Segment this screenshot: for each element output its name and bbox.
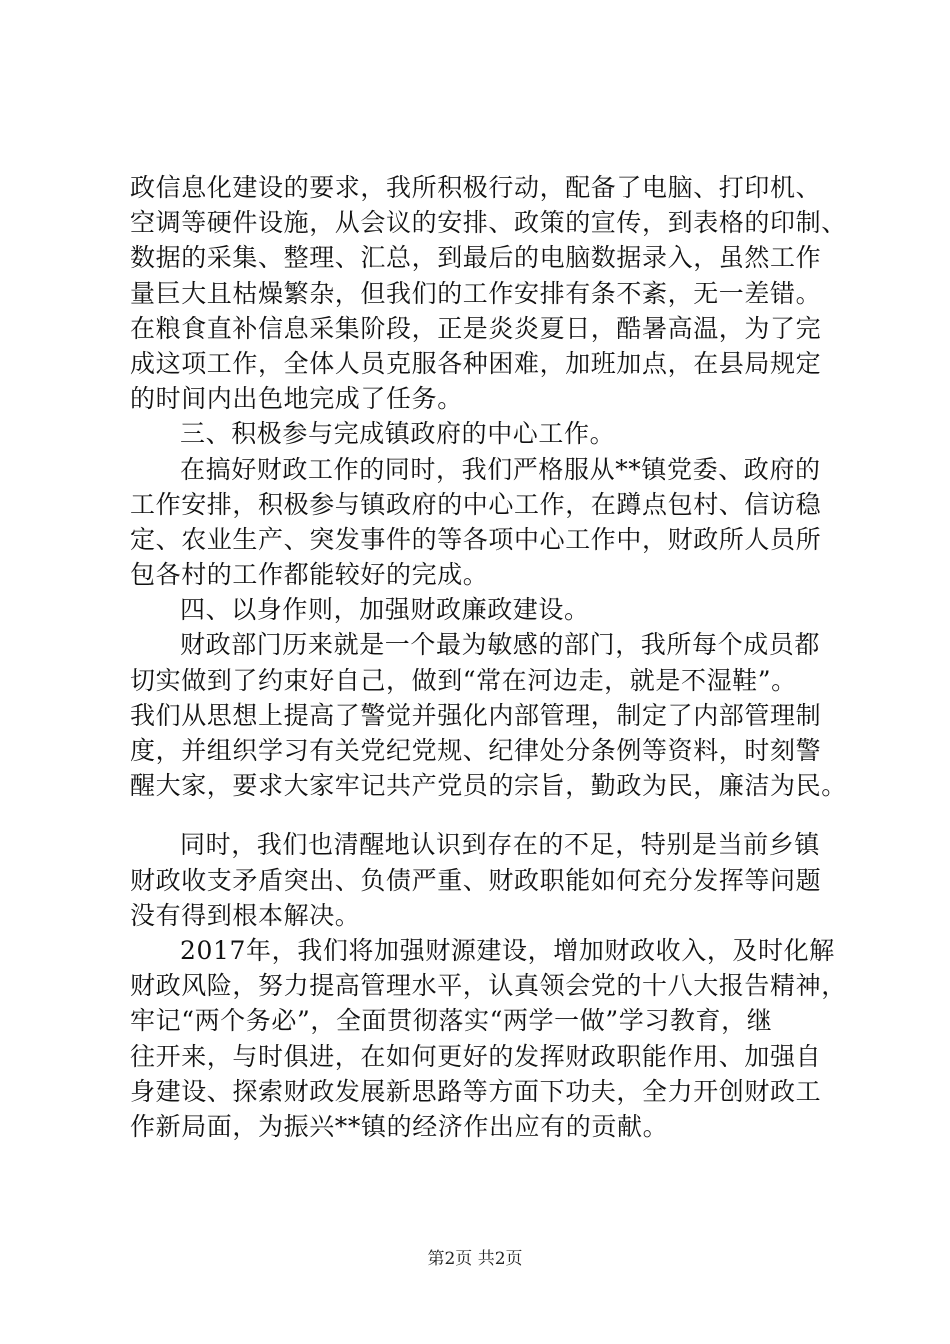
text-line: 牢记“两个务必”，全面贯彻落实“两学一做”学习教育，继 <box>130 1006 773 1036</box>
text-line: 政信息化建设的要求，我所积极行动，配备了电脑、打印机、 <box>130 173 822 202</box>
text-line: 数据的采集、整理、汇总，到最后的电脑数据录入，虽然工作 <box>130 243 822 273</box>
text-line: 醒大家，要求大家牢记共产党员的宗旨，勤政为民，廉洁为民。 <box>130 771 847 801</box>
text-line: 空调等硬件设施，从会议的安排、政策的宣传，到表格的印制、 <box>130 208 847 238</box>
page-number-footer: 第2页 共2页 <box>427 1249 523 1269</box>
text-line: 财政收支矛盾突出、负债严重、财政职能如何充分发挥等问题 <box>130 865 822 895</box>
text-line: 我们从思想上提高了警觉并强化内部管理，制定了内部管理制 <box>130 700 822 730</box>
text-line: 财政风险，努力提高管理水平，认真领会党的十八大报告精神， <box>130 971 847 1001</box>
text-line: 身建设、探索财政发展新思路等方面下功夫，全力开创财政工 <box>130 1076 822 1106</box>
text-line: 切实做到了约束好自己，做到“常在河边走，就是不湿鞋”。 <box>130 665 797 695</box>
paragraph-gap <box>130 803 830 827</box>
section-heading: 三、积极参与完成镇政府的中心工作。 <box>180 419 616 449</box>
text-line: 2017年，我们将加强财源建设，增加财政收入，及时化解 <box>180 935 835 965</box>
text-line: 成这项工作，全体人员克服各种困难，加班加点，在县局规定 <box>130 348 822 378</box>
text-line: 同时，我们也清醒地认识到存在的不足，特别是当前乡镇 <box>180 830 821 860</box>
text-line: 在粮食直补信息采集阶段，正是炎炎夏日，酷暑高温，为了完 <box>130 313 822 343</box>
document-body <box>130 170 847 1144</box>
section-heading: 四、以身作则，加强财政廉政建设。 <box>180 595 590 625</box>
text-line: 包各村的工作都能较好的完成。 <box>130 560 489 590</box>
text-line: 作新局面，为振兴**镇的经济作出应有的贡献。 <box>130 1111 669 1141</box>
text-line: 财政部门历来就是一个最为敏感的部门，我所每个成员都 <box>180 630 821 660</box>
text-line: 度，并组织学习有关党纪党规、纪律处分条例等资料，时刻警 <box>130 736 822 765</box>
text-line: 往开来，与时俱进，在如何更好的发挥财政职能作用、加强自 <box>130 1041 822 1071</box>
text-line: 没有得到根本解决。 <box>130 900 361 930</box>
text-line: 的时间内出色地完成了任务。 <box>130 384 463 414</box>
text-line: 量巨大且枯燥繁杂，但我们的工作安排有条不紊，无一差错。 <box>130 278 822 308</box>
text-line: 在搞好财政工作的同时，我们严格服从**镇党委、政府的 <box>180 454 821 484</box>
text-line: 工作安排，积极参与镇政府的中心工作，在蹲点包村、信访稳 <box>130 489 822 519</box>
text-line: 定、农业生产、突发事件的等各项中心工作中，财政所人员所 <box>130 524 822 554</box>
